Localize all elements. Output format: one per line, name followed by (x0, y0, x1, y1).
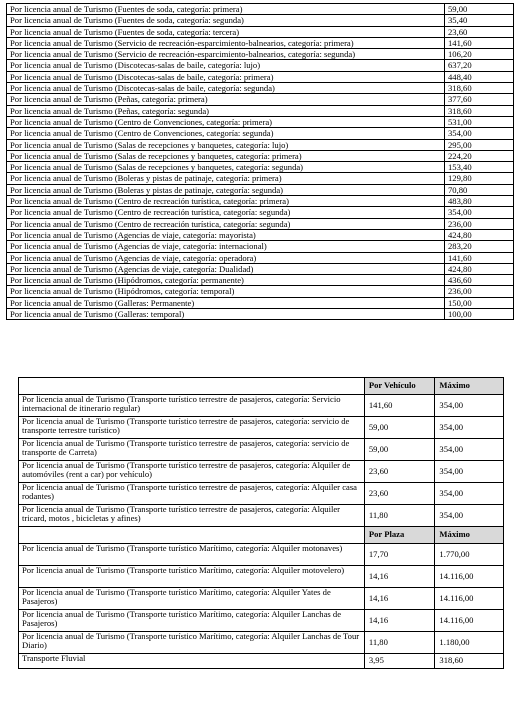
fee-description: Por licencia anual de Turismo (Hipódromos, categoría: temporal) (7, 286, 445, 297)
fee-description: Por licencia anual de Turismo (Transporte turístico Marítimo, categoría: Alquiler motonaves) (19, 544, 365, 566)
license-fee-table-1 (6, 3, 514, 320)
table-row (7, 139, 514, 150)
fee-description: Por licencia anual de Turismo (Transporte turístico terrestre de pasajeros, categoría: Alquiler de automóviles (rent a car) por vehículo) (19, 461, 365, 483)
fee-description: Por licencia anual de Turismo (Transporte turístico Marítimo, categoría: Alquiler motovelero) (19, 566, 365, 588)
fee-value: 377,60 (445, 94, 514, 105)
fee-description: Por licencia anual de Turismo (Centro de recreación turística, categoría: primera) (7, 196, 445, 207)
table-row (7, 105, 514, 116)
header-blank-cell (19, 527, 365, 544)
fee-value: 483,80 (445, 196, 514, 207)
table-row (7, 26, 514, 37)
fee-description: Por licencia anual de Turismo (Transporte turístico Marítimo, categoría: Alquiler Lanchas de Pasajeros) (19, 610, 365, 632)
fee-per-unit: 11,80 (364, 632, 435, 654)
table-row (19, 439, 504, 461)
fee-description: Por licencia anual de Turismo (Transporte turístico terrestre de pasajeros, categoría: Alquiler casa rodantes) (19, 483, 365, 505)
fee-description: Por licencia anual de Turismo (Discotecas-salas de baile, categoría: primera) (7, 71, 445, 82)
fee-value: 318,60 (445, 105, 514, 116)
table-row (7, 150, 514, 161)
header-per-vehicle: Por Vehículo (364, 378, 435, 395)
table-row (7, 94, 514, 105)
table-row (7, 286, 514, 297)
fee-per-unit: 3,95 (364, 654, 435, 669)
fee-description: Por licencia anual de Turismo (Peñas, categoría: primera) (7, 94, 445, 105)
table-row (7, 128, 514, 139)
fee-value: 354,00 (445, 128, 514, 139)
fee-value: 23,60 (445, 26, 514, 37)
fee-value: 531,00 (445, 116, 514, 127)
fee-value: 283,20 (445, 241, 514, 252)
fee-maximum: 318,60 (435, 654, 504, 669)
fee-description: Por licencia anual de Turismo (Transporte turístico terrestre de pasajeros, categoría: Servicio internacional de itinerario regular) (19, 395, 365, 417)
fee-description: Por licencia anual de Turismo (Centro de Convenciones, categoría: segunda) (7, 128, 445, 139)
table-row (7, 263, 514, 274)
fee-description: Por licencia anual de Turismo (Transporte turístico terrestre de pasajeros, categoría: Alquiler tricard, motos , bicicletas y afines) (19, 505, 365, 527)
fee-value: 354,00 (445, 207, 514, 218)
table-row (7, 229, 514, 240)
table-row (7, 49, 514, 60)
fee-description: Por licencia anual de Turismo (Agencias de viaje, categoría: Dualidad) (7, 263, 445, 274)
table-row (7, 241, 514, 252)
fee-description: Por licencia anual de Turismo (Centro de Convenciones, categoría: primera) (7, 116, 445, 127)
table-row (19, 417, 504, 439)
fee-description: Por licencia anual de Turismo (Centro de recreación turística, categoría: segunda) (7, 218, 445, 229)
fee-value: 141,60 (445, 37, 514, 48)
fee-value: 436,60 (445, 275, 514, 286)
header-row-vehicle (19, 378, 504, 395)
table-row (7, 309, 514, 320)
fee-value: 70,80 (445, 184, 514, 195)
table-row (19, 588, 504, 610)
fee-description: Por licencia anual de Turismo (Boleras y pistas de patinaje, categoría: segunda) (7, 184, 445, 195)
header-per-seat: Por Plaza (364, 527, 435, 544)
header-maximum: Máximo (435, 378, 504, 395)
table-row (19, 483, 504, 505)
table-row (19, 544, 504, 566)
fee-per-unit: 11,80 (364, 505, 435, 527)
fee-per-unit: 14,16 (364, 610, 435, 632)
table-row (7, 184, 514, 195)
fee-value: 295,00 (445, 139, 514, 150)
fee-value: 35,40 (445, 15, 514, 26)
fee-description: Por licencia anual de Turismo (Servicio de recreación-esparcimiento-balnearios, categoría: primera) (7, 37, 445, 48)
fee-per-unit: 23,60 (364, 483, 435, 505)
fee-value: 153,40 (445, 162, 514, 173)
table-row (19, 610, 504, 632)
fee-description: Por licencia anual de Turismo (Transporte turístico Marítimo, categoría: Alquiler Lanchas de Tour Diario) (19, 632, 365, 654)
fee-description: Por licencia anual de Turismo (Agencias de viaje, categoría: internacional) (7, 241, 445, 252)
fee-description: Por licencia anual de Turismo (Fuentes de soda, categoría: segunda) (7, 15, 445, 26)
fee-value: 129,80 (445, 173, 514, 184)
fee-description: Por licencia anual de Turismo (Galleras: Permanente) (7, 297, 445, 308)
header-blank-cell (19, 378, 365, 395)
fee-description: Por licencia anual de Turismo (Transporte turístico Marítimo, categoría: Alquiler Yates de Pasajeros) (19, 588, 365, 610)
fee-value: 106,20 (445, 49, 514, 60)
table-row (7, 218, 514, 229)
fee-description: Por licencia anual de Turismo (Salas de recepciones y banquetes, categoría: lujo) (7, 139, 445, 150)
fee-description: Por licencia anual de Turismo (Salas de recepciones y banquetes, categoría: primera) (7, 150, 445, 161)
table-row (19, 566, 504, 588)
fee-maximum: 14.116,00 (435, 610, 504, 632)
table-row (7, 116, 514, 127)
fee-value: 100,00 (445, 309, 514, 320)
fee-description: Por licencia anual de Turismo (Agencias de viaje, categoría: operadora) (7, 252, 445, 263)
table-row (7, 275, 514, 286)
fee-maximum: 354,00 (435, 461, 504, 483)
fee-per-unit: 59,00 (364, 439, 435, 461)
fee-description: Por licencia anual de Turismo (Centro de recreación turística, categoría: segunda) (7, 207, 445, 218)
fee-value: 318,60 (445, 83, 514, 94)
table-row (19, 654, 504, 669)
fee-maximum: 354,00 (435, 483, 504, 505)
fee-description: Por licencia anual de Turismo (Transporte turístico terrestre de pasajeros, categoría: servicio de transporte terrestre turístico) (19, 417, 365, 439)
fee-maximum: 354,00 (435, 417, 504, 439)
table-row (7, 297, 514, 308)
fee-value: 424,80 (445, 229, 514, 240)
fee-description: Por licencia anual de Turismo (Fuentes de soda, categoría: tercera) (7, 26, 445, 37)
fee-description: Por licencia anual de Turismo (Discotecas-salas de baile, categoría: segunda) (7, 83, 445, 94)
fee-value: 59,00 (445, 4, 514, 15)
fee-maximum: 354,00 (435, 439, 504, 461)
table-row (7, 37, 514, 48)
fee-value: 424,80 (445, 263, 514, 274)
header-maximum: Máximo (435, 527, 504, 544)
table-row (19, 395, 504, 417)
fee-value: 637,20 (445, 60, 514, 71)
fee-per-unit: 23,60 (364, 461, 435, 483)
fee-description: Por licencia anual de Turismo (Peñas, categoría: segunda) (7, 105, 445, 116)
fee-maximum: 14.116,00 (435, 566, 504, 588)
table-row (7, 71, 514, 82)
table-row (7, 173, 514, 184)
fee-value: 448,40 (445, 71, 514, 82)
table-row (19, 632, 504, 654)
fee-description: Por licencia anual de Turismo (Salas de recepciones y banquetes, categoría: segunda) (7, 162, 445, 173)
fee-maximum: 354,00 (435, 505, 504, 527)
table-row (19, 505, 504, 527)
table-row (7, 15, 514, 26)
table-row (7, 207, 514, 218)
table-row (7, 162, 514, 173)
fee-description: Por licencia anual de Turismo (Discotecas-salas de baile, categoría: lujo) (7, 60, 445, 71)
fee-description: Por licencia anual de Turismo (Transporte turístico terrestre de pasajeros, categoría: servicio de transporte de Carreta) (19, 439, 365, 461)
fee-per-unit: 17,70 (364, 544, 435, 566)
fee-per-unit: 141,60 (364, 395, 435, 417)
fee-value: 141,60 (445, 252, 514, 263)
table-row (7, 252, 514, 263)
fee-per-unit: 59,00 (364, 417, 435, 439)
fee-per-unit: 14,16 (364, 566, 435, 588)
fee-description: Por licencia anual de Turismo (Galleras: temporal) (7, 309, 445, 320)
fee-value: 236,00 (445, 286, 514, 297)
fee-per-unit: 14,16 (364, 588, 435, 610)
fee-description: Transporte Fluvial (19, 654, 365, 669)
table-row (7, 4, 514, 15)
fee-maximum: 1.770,00 (435, 544, 504, 566)
license-fee-table-2 (18, 377, 504, 669)
fee-value: 236,00 (445, 218, 514, 229)
fee-maximum: 14.116,00 (435, 588, 504, 610)
fee-description: Por licencia anual de Turismo (Fuentes de soda, categoría: primera) (7, 4, 445, 15)
fee-value: 150,00 (445, 297, 514, 308)
fee-maximum: 354,00 (435, 395, 504, 417)
fee-description: Por licencia anual de Turismo (Boleras y pistas de patinaje, categoría: primera) (7, 173, 445, 184)
table-row (7, 196, 514, 207)
fee-description: Por licencia anual de Turismo (Servicio de recreación-esparcimiento-balnearios, categoría: segunda) (7, 49, 445, 60)
fee-maximum: 1.180,00 (435, 632, 504, 654)
table-row (7, 60, 514, 71)
fee-description: Por licencia anual de Turismo (Agencias de viaje, categoría: mayorista) (7, 229, 445, 240)
fee-value: 224,20 (445, 150, 514, 161)
header-row-seat (19, 527, 504, 544)
table-row (19, 461, 504, 483)
table-row (7, 83, 514, 94)
fee-description: Por licencia anual de Turismo (Hipódromos, categoría: permanente) (7, 275, 445, 286)
